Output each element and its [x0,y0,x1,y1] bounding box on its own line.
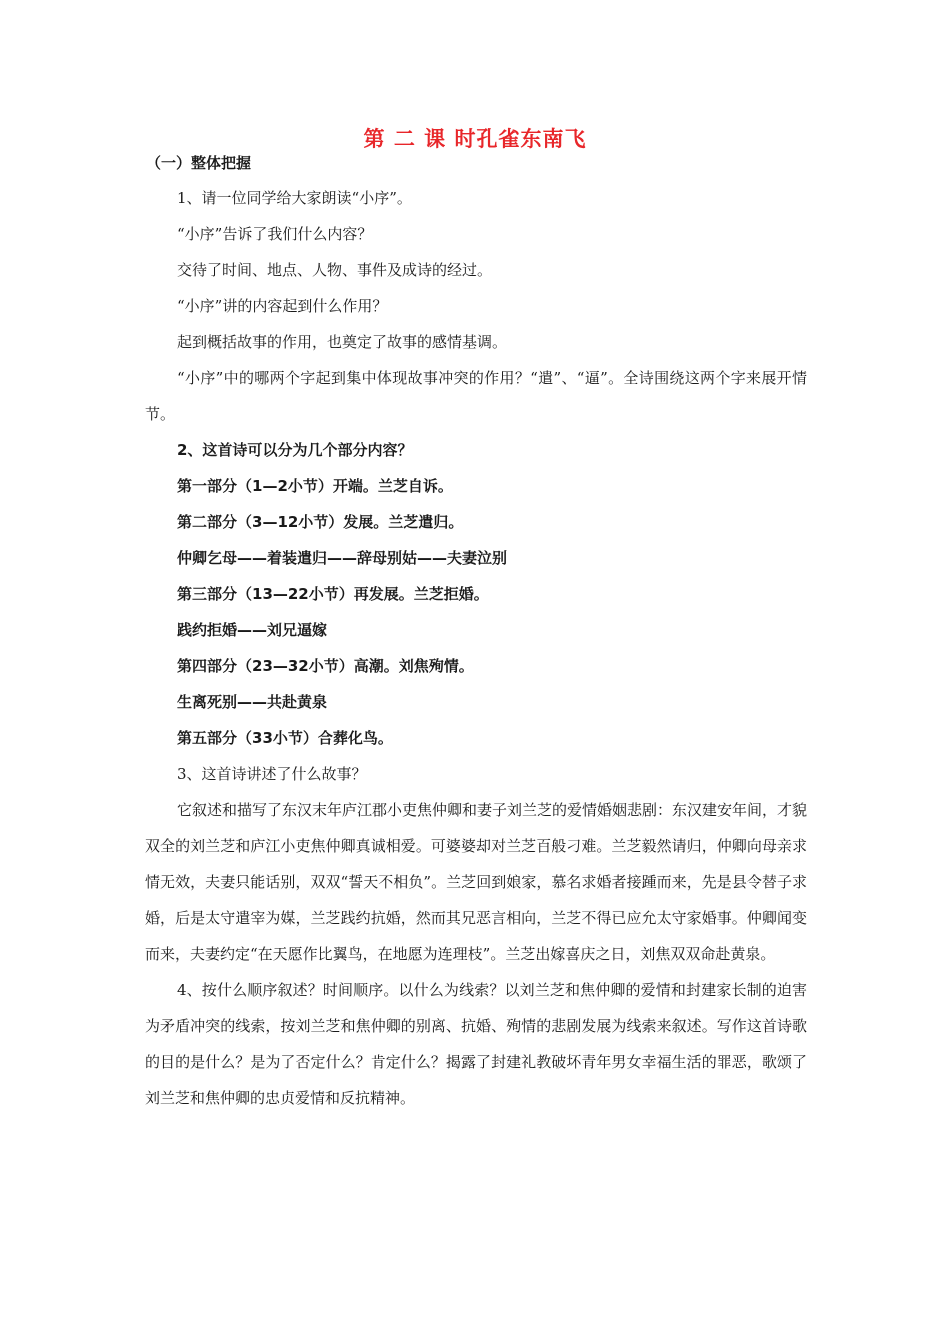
paragraph-bold: 第五部分（33小节）合葬化鸟。 [177,729,393,747]
paragraph-bold: 仲卿乞母——着装遣归——辞母别姑——夫妻泣别 [177,549,508,567]
paragraph-bold: 践约拒婚——刘兄逼嫁 [177,621,328,639]
paragraph-bold: 第四部分（23—32小节）高潮。刘焦殉情。 [177,657,474,675]
paragraph-bold: 生离死别——共赴黄泉 [177,693,328,711]
document-title: 第 二 课 时孔雀东南飞 [363,127,587,151]
document-body [145,180,807,1116]
paragraph: 交待了时间、地点、人物、事件及成诗的经过。 [177,261,493,279]
paragraph: “小序”中的哪两个字起到集中体现故事冲突的作用？“遣”、“逼”。全诗围绕这两个字来展开情节。 [145,369,807,423]
paragraph-bold: 2、这首诗可以分为几个部分内容？ [177,441,413,459]
paragraph: 它叙述和描写了东汉末年庐江郡小吏焦仲卿和妻子刘兰芝的爱情婚姻悲剧：东汉建安年间，才貌双全的刘兰芝和庐江小吏焦仲卿真诚相爱。可婆婆却对兰芝百般刁难。兰芝毅然请归，仲卿向母亲求情无效，夫妻只能话别，双双“誓天不相负”。兰芝回到娘家，慕名求婚者接踵而来，先是县令替子求婚，后是太守遣宰为媒，兰芝践约抗婚，然而其兄恶言相向，兰芝不得已应允太守家婚事。仲卿闻变而来，夫妻约定“在天愿作比翼鸟，在地愿为连理枝”。兰芝出嫁喜庆之日，刘焦双双命赴黄泉。 [145,801,808,963]
paragraph-bold: 第二部分（3—12小节）发展。兰芝遣归。 [177,513,464,531]
paragraph: 1、请一位同学给大家朗读“小序”。 [177,189,412,207]
paragraph: “小序”讲的内容起到什么作用？ [177,297,388,315]
paragraph-bold: 第一部分（1—2小节）开端。兰芝自诉。 [177,477,453,495]
paragraph: 4、按什么顺序叙述？时间顺序。以什么为线索？以刘兰芝和焦仲卿的爱情和封建家长制的迫害为矛盾冲突的线索，按刘兰芝和焦仲卿的别离、抗婚、殉情的悲剧发展为线索来叙述。写作这首诗歌的目的是什么？是为了否定什么？肯定什么？揭露了封建礼教破坏青年男女幸福生活的罪恶，歌颂了刘兰芝和焦仲卿的忠贞爱情和反抗精神。 [145,981,807,1107]
paragraph-bold: 第三部分（13—22小节）再发展。兰芝拒婚。 [177,585,489,603]
paragraph: “小序”告诉了我们什么内容？ [177,225,373,243]
section-heading: （一）整体把握 [146,154,252,172]
paragraph: 3、这首诗讲述了什么故事？ [177,765,367,783]
paragraph: 起到概括故事的作用，也奠定了故事的感情基调。 [177,333,508,351]
